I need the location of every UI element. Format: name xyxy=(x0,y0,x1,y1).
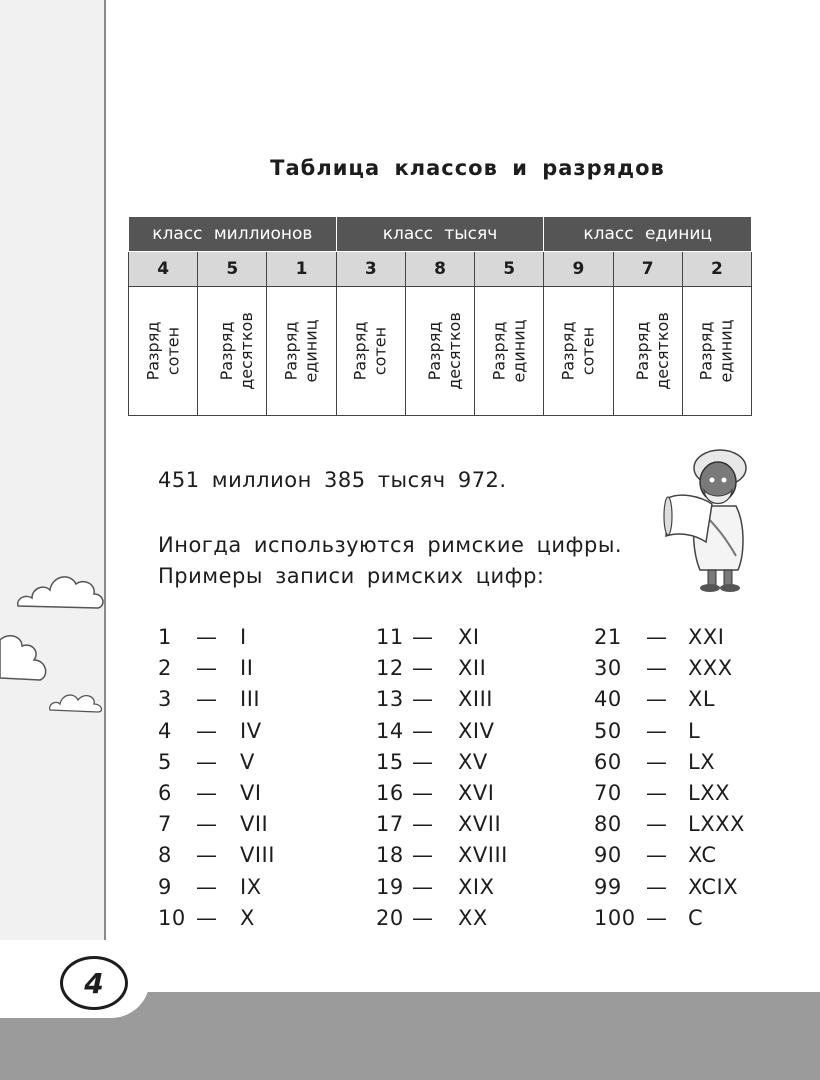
arabic-number: 11 xyxy=(376,625,404,649)
roman-number: C xyxy=(688,905,704,930)
roman-number: XC xyxy=(688,843,717,868)
cloud-icon xyxy=(48,684,104,716)
roman-number: IV xyxy=(240,718,262,743)
class-thousands-cell: класс тысяч xyxy=(336,217,544,252)
arabic-number: 100 xyxy=(594,905,636,930)
class-header-row xyxy=(129,217,752,252)
rank-word: Разряд xyxy=(350,321,370,381)
roman-number: XIII xyxy=(458,687,493,712)
roman-number: XL xyxy=(688,687,716,712)
digit-cell: 5 xyxy=(475,252,544,287)
rank-word: Разряд xyxy=(696,321,716,381)
dash: — xyxy=(412,843,434,868)
roman-row xyxy=(158,872,275,903)
rank-cell xyxy=(613,287,682,416)
rank-name: десятков xyxy=(652,312,672,390)
digit-row xyxy=(129,252,752,287)
dash: — xyxy=(646,687,668,712)
class-millions-cell: класс миллионов xyxy=(129,217,337,252)
roman-row xyxy=(376,747,508,778)
roman-number: XVII xyxy=(458,812,502,837)
arabic-number: 80 xyxy=(594,812,622,837)
digit-cell: 1 xyxy=(267,252,336,287)
rank-word: Разряд xyxy=(281,321,301,381)
roman-row xyxy=(594,840,745,871)
arabic-number: 16 xyxy=(376,781,404,806)
roman-row xyxy=(376,716,508,747)
arabic-number: 21 xyxy=(594,625,622,649)
rank-name: десятков xyxy=(444,312,464,390)
rank-row xyxy=(129,287,752,416)
rank-cell xyxy=(198,287,267,416)
roman-row xyxy=(158,778,275,809)
roman-row xyxy=(376,778,508,809)
roman-row xyxy=(158,809,275,840)
roman-row xyxy=(158,684,275,715)
rank-cell xyxy=(336,287,405,416)
digit-cell: 9 xyxy=(544,252,613,287)
roman-intro-paragraph xyxy=(158,530,622,592)
roman-number: X xyxy=(240,905,255,930)
rank-name: сотен xyxy=(163,326,183,376)
roman-number: IX xyxy=(240,874,262,899)
rank-cell xyxy=(475,287,544,416)
rank-word: Разряд xyxy=(632,321,652,381)
dash: — xyxy=(196,874,218,899)
rank-cell xyxy=(405,287,474,416)
arabic-number: 10 xyxy=(158,905,186,930)
roman-number: XVI xyxy=(458,781,495,806)
roman-scholar-illustration xyxy=(660,446,760,596)
dash: — xyxy=(196,749,218,774)
dash: — xyxy=(412,718,434,743)
roman-number: VII xyxy=(240,812,269,837)
dash: — xyxy=(196,843,218,868)
roman-number: LXXX xyxy=(688,812,745,837)
roman-row xyxy=(158,747,275,778)
arabic-number: 20 xyxy=(376,905,404,930)
dash: — xyxy=(196,781,218,806)
roman-row xyxy=(376,684,508,715)
dash: — xyxy=(646,812,668,837)
roman-number: XII xyxy=(458,656,487,681)
roman-row xyxy=(158,903,275,934)
rank-word: Разряд xyxy=(143,321,163,381)
roman-number: LX xyxy=(688,749,716,774)
digit-cell: 2 xyxy=(682,252,751,287)
roman-row xyxy=(594,622,745,653)
roman-row xyxy=(594,716,745,747)
roman-row xyxy=(158,840,275,871)
arabic-number: 40 xyxy=(594,687,622,712)
page-number: 4 xyxy=(60,956,128,1010)
roman-number: XXX xyxy=(688,656,733,681)
page-title: Таблица классов и разрядов xyxy=(270,156,665,180)
digit-cell: 4 xyxy=(129,252,198,287)
roman-number: XCIX xyxy=(688,874,739,899)
roman-column-1 xyxy=(158,622,275,934)
dash: — xyxy=(196,656,218,681)
arabic-number: 8 xyxy=(158,843,172,868)
cloud-icon xyxy=(14,562,106,618)
dash: — xyxy=(646,781,668,806)
paragraph-line: Иногда используются римские цифры. xyxy=(158,533,623,557)
dash: — xyxy=(646,843,668,868)
roman-row xyxy=(376,903,508,934)
rank-word: Разряд xyxy=(489,321,509,381)
class-units-cell: класс единиц xyxy=(544,217,752,252)
roman-row xyxy=(594,809,745,840)
dash: — xyxy=(412,749,434,774)
rank-word: Разряд xyxy=(216,321,236,381)
roman-number: XV xyxy=(458,749,488,774)
roman-row xyxy=(594,872,745,903)
dash: — xyxy=(196,687,218,712)
dash: — xyxy=(412,874,434,899)
paragraph-line: Примеры записи римских цифр: xyxy=(158,564,545,588)
rank-cell xyxy=(682,287,751,416)
arabic-number: 2 xyxy=(158,656,172,681)
classes-ranks-table xyxy=(128,216,752,416)
cloud-icon xyxy=(0,626,66,692)
dash: — xyxy=(646,625,668,649)
dash: — xyxy=(196,625,218,649)
digit-cell: 5 xyxy=(198,252,267,287)
arabic-number: 99 xyxy=(594,874,622,899)
dash: — xyxy=(196,718,218,743)
digit-cell: 8 xyxy=(405,252,474,287)
dash: — xyxy=(412,687,434,712)
roman-number: XVIII xyxy=(458,843,508,868)
roman-number: I xyxy=(240,625,247,649)
roman-number: V xyxy=(240,749,255,774)
rank-name: сотен xyxy=(578,326,598,376)
left-margin-strip xyxy=(0,0,106,1000)
roman-row xyxy=(376,809,508,840)
roman-row xyxy=(158,716,275,747)
dash: — xyxy=(412,781,434,806)
arabic-number: 6 xyxy=(158,781,172,806)
roman-number: XIX xyxy=(458,874,495,899)
roman-row xyxy=(594,684,745,715)
arabic-number: 90 xyxy=(594,843,622,868)
arabic-number: 60 xyxy=(594,749,622,774)
rank-cell xyxy=(267,287,336,416)
roman-row xyxy=(594,903,745,934)
roman-number: III xyxy=(240,687,261,712)
arabic-number: 18 xyxy=(376,843,404,868)
roman-number: II xyxy=(240,656,254,681)
dash: — xyxy=(196,812,218,837)
dash: — xyxy=(646,749,668,774)
rank-word: Разряд xyxy=(424,321,444,381)
rank-name: десятков xyxy=(236,312,256,390)
dash: — xyxy=(196,905,218,930)
roman-column-3 xyxy=(594,622,745,934)
arabic-number: 17 xyxy=(376,812,404,837)
rank-cell xyxy=(544,287,613,416)
roman-number: XIV xyxy=(458,718,495,743)
roman-number: XI xyxy=(458,625,480,649)
digit-cell: 3 xyxy=(336,252,405,287)
rank-name: единиц xyxy=(509,319,529,383)
roman-number: L xyxy=(688,718,701,743)
arabic-number: 5 xyxy=(158,749,172,774)
dash: — xyxy=(646,905,668,930)
arabic-number: 50 xyxy=(594,718,622,743)
rank-name: единиц xyxy=(301,319,321,383)
arabic-number: 12 xyxy=(376,656,404,681)
roman-number: XXI xyxy=(688,625,725,649)
arabic-number: 70 xyxy=(594,781,622,806)
dash: — xyxy=(412,812,434,837)
roman-row xyxy=(376,872,508,903)
arabic-number: 4 xyxy=(158,718,172,743)
dash: — xyxy=(412,625,434,649)
roman-row xyxy=(376,840,508,871)
roman-number: LXX xyxy=(688,781,730,806)
rank-cell xyxy=(129,287,198,416)
arabic-number: 7 xyxy=(158,812,172,837)
digit-cell: 7 xyxy=(613,252,682,287)
roman-row xyxy=(376,622,508,653)
dash: — xyxy=(412,905,434,930)
roman-column-2 xyxy=(376,622,508,934)
example-number-sentence: 451 миллион 385 тысяч 972. xyxy=(158,468,507,492)
arabic-number: 9 xyxy=(158,874,172,899)
dash: — xyxy=(646,656,668,681)
dash: — xyxy=(646,718,668,743)
roman-row xyxy=(158,622,275,653)
arabic-number: 15 xyxy=(376,749,404,774)
roman-row xyxy=(594,747,745,778)
dash: — xyxy=(412,656,434,681)
arabic-number: 19 xyxy=(376,874,404,899)
arabic-number: 30 xyxy=(594,656,622,681)
roman-number: VI xyxy=(240,781,262,806)
roman-number: XX xyxy=(458,905,488,930)
dash: — xyxy=(646,874,668,899)
roman-row xyxy=(376,653,508,684)
roman-row xyxy=(594,778,745,809)
arabic-number: 1 xyxy=(158,625,172,649)
rank-name: единиц xyxy=(716,319,736,383)
rank-word: Разряд xyxy=(558,321,578,381)
roman-row xyxy=(158,653,275,684)
roman-row xyxy=(594,653,745,684)
rank-name: сотен xyxy=(370,326,390,376)
arabic-number: 3 xyxy=(158,687,172,712)
arabic-number: 13 xyxy=(376,687,404,712)
roman-number: VIII xyxy=(240,843,275,868)
arabic-number: 14 xyxy=(376,718,404,743)
